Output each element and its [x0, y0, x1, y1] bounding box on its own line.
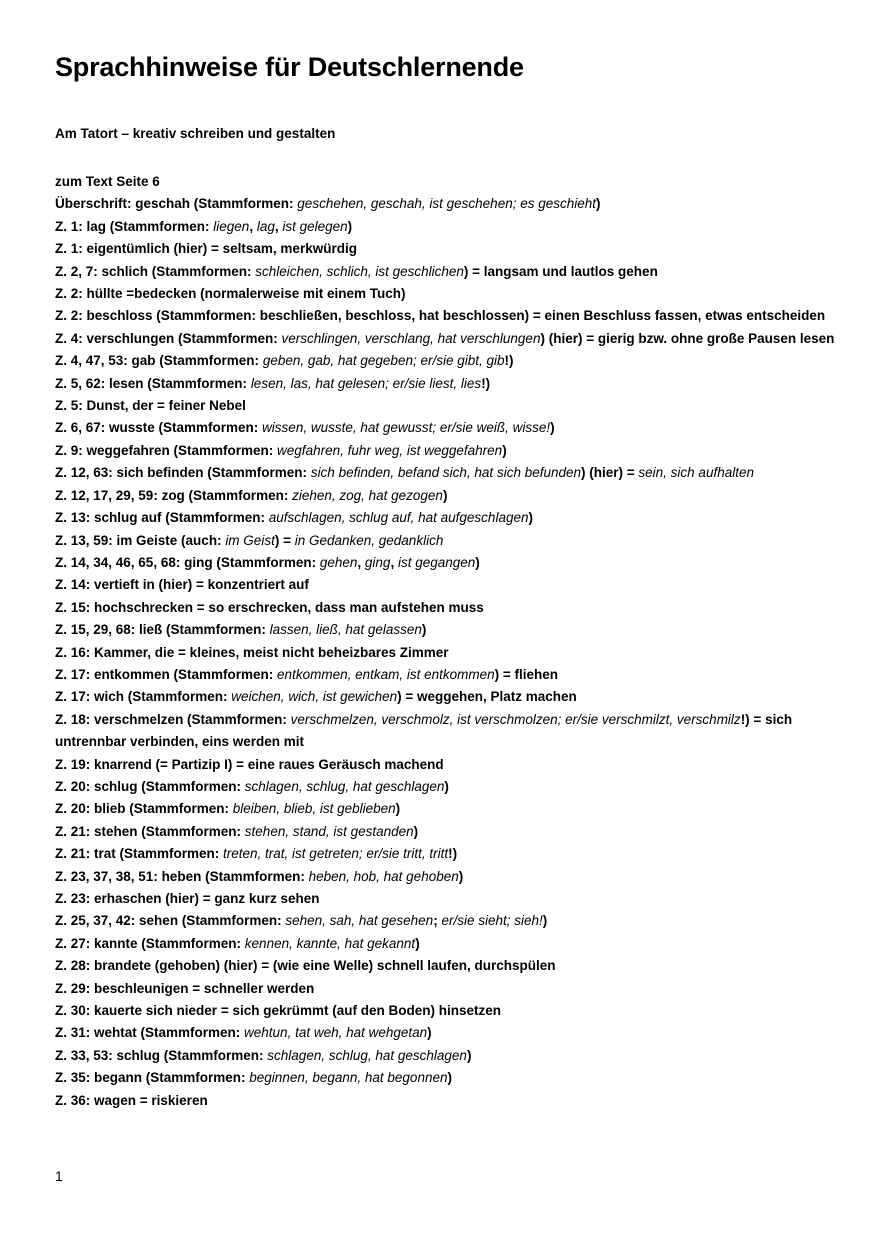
list-item — [55, 754, 855, 776]
list-item — [55, 597, 855, 619]
list-item — [55, 843, 855, 865]
bold-text: , — [357, 554, 365, 570]
list-item — [55, 910, 855, 932]
bold-text: Z. 2: beschloss (Stammformen: beschließen, beschloss, hat beschlossen) = einen Beschluss fassen, etwas entscheiden — [55, 308, 826, 324]
italic-text: geben, gab, hat gegeben; er/sie gibt, gib — [262, 353, 505, 369]
bold-text: Z. 12, 17, 29, 59: zog (Stammformen: — [55, 487, 293, 503]
list-item — [55, 866, 855, 888]
bold-text: ) — [466, 1047, 472, 1063]
italic-text: stehen, stand, ist gestanden — [244, 823, 414, 839]
bold-text: Z. 15: hochschrecken = so erschrecken, dass man aufstehen muss — [55, 599, 484, 615]
vocabulary-list — [55, 171, 855, 1112]
bold-text: ) — [415, 935, 420, 951]
italic-text: sich befinden, befand sich, hat sich befunden — [310, 465, 582, 481]
bold-text: Z. 9: weggefahren (Stammformen: — [55, 442, 278, 458]
list-item — [55, 978, 855, 1000]
bold-text: ; — [433, 913, 442, 929]
bold-text: Z. 1: eigentümlich (hier) = seltsam, merkwürdig — [55, 241, 357, 257]
list-item — [55, 642, 855, 664]
italic-text: schleichen, schlich, ist geschlichen — [255, 263, 464, 279]
section-heading: zum Text Seite 6 — [55, 174, 160, 189]
bold-text: Z. 15, 29, 68: ließ (Stammformen: — [55, 622, 270, 638]
bold-text: Z. 17: entkommen (Stammformen: — [55, 666, 278, 682]
list-item — [55, 619, 855, 641]
italic-text: beginnen, begann, hat begonnen — [249, 1070, 448, 1086]
italic-text: schlagen, schlug, hat geschlagen — [244, 778, 445, 794]
list-item — [55, 305, 855, 327]
list-item — [55, 574, 855, 596]
bold-text: Z. 2: hüllte =bedecken (normalerweise mit einem Tuch) — [55, 286, 406, 302]
list-item — [55, 238, 855, 260]
italic-text: weichen, wich, ist gewichen — [231, 689, 398, 705]
list-item — [55, 417, 855, 439]
italic-text: bleiben, blieb, ist geblieben — [232, 801, 396, 817]
bold-text: ) (hier) = — [581, 465, 639, 481]
italic-text: treten, trat, ist getreten; er/sie tritt, tritt — [223, 846, 449, 862]
bold-text: ) = langsam und lautlos gehen — [463, 263, 658, 279]
bold-text: Überschrift: geschah (Stammformen: — [55, 196, 298, 212]
list-item — [55, 664, 855, 686]
italic-text: aufschlagen, schlug auf, hat aufgeschlagen — [268, 510, 529, 526]
italic-text: wissen, wusste, hat gewusst; er/sie weiß, wisse! — [262, 420, 551, 436]
list-item — [55, 955, 855, 977]
list-item — [55, 485, 855, 507]
bold-text: ) — [550, 420, 555, 436]
bold-text: Z. 13, 59: im Geiste (auch: — [55, 532, 226, 548]
list-item — [55, 776, 855, 798]
bold-text: , — [390, 554, 398, 570]
italic-text: lag — [256, 218, 275, 234]
list-item — [55, 216, 855, 238]
list-item — [55, 1045, 855, 1067]
list-item — [55, 530, 855, 552]
bold-text: Z. 4, 47, 53: gab (Stammformen: — [55, 353, 263, 369]
italic-text: sein, sich aufhalten — [638, 465, 754, 481]
bold-text: ) — [528, 510, 533, 526]
bold-text: Z. 1: lag (Stammformen: — [55, 218, 214, 234]
bold-text: ) — [421, 622, 427, 638]
list-item — [55, 440, 855, 462]
italic-text: ziehen, zog, hat gezogen — [292, 487, 443, 503]
bold-text: ) — [542, 913, 548, 929]
italic-text: verschlingen, verschlang, hat verschlungen — [281, 330, 541, 346]
list-item — [55, 328, 855, 350]
bold-text: !) — [481, 375, 491, 391]
italic-text: gehen — [319, 554, 358, 570]
bold-text: Z. 6, 67: wusste (Stammformen: — [55, 420, 263, 436]
italic-text: ist gelegen — [282, 218, 348, 234]
italic-text: geschehen, geschah, ist geschehen; es geschieht — [297, 196, 597, 212]
italic-text: liegen — [213, 218, 250, 234]
list-item — [55, 821, 855, 843]
list-item — [55, 462, 855, 484]
bold-text: Z. 28: brandete (gehoben) (hier) = (wie eine Welle) schnell laufen, durchspülen — [55, 958, 556, 974]
bold-text: Z. 31: wehtat (Stammformen: — [55, 1025, 245, 1041]
bold-text: Z. 5: Dunst, der = feiner Nebel — [55, 398, 246, 414]
bold-text: ) = — [274, 532, 295, 548]
bold-text: ) — [444, 778, 449, 794]
bold-text: ) — [502, 442, 507, 458]
bold-text: !) — [504, 353, 514, 369]
list-item — [55, 261, 855, 283]
list-item — [55, 709, 855, 754]
bold-text: Z. 29: beschleunigen = schneller werden — [55, 980, 315, 996]
bold-text: Z. 27: kannte (Stammformen: — [55, 935, 245, 951]
bold-text: Z. 21: stehen (Stammformen: — [55, 823, 245, 839]
bold-text: ) (hier) = gierig bzw. ohne große Pausen lesen — [540, 330, 835, 346]
italic-text: lassen, ließ, hat gelassen — [269, 622, 422, 638]
bold-text: Z. 17: wich (Stammformen: — [55, 689, 232, 705]
italic-text: wehtun, tat weh, hat wehgetan — [244, 1025, 428, 1041]
bold-text: !) — [448, 846, 458, 862]
italic-text: schlagen, schlug, hat geschlagen — [267, 1047, 467, 1063]
list-item — [55, 1090, 855, 1112]
list-item — [55, 507, 855, 529]
italic-text: entkommen, entkam, ist entkommen — [277, 666, 495, 682]
bold-text: ) — [458, 868, 464, 884]
bold-text: Z. 14, 34, 46, 65, 68: ging (Stammformen: — [55, 554, 320, 570]
bold-text: Z. 20: blieb (Stammformen: — [55, 801, 233, 817]
bold-text: Z. 33, 53: schlug (Stammformen: — [55, 1047, 268, 1063]
bold-text: Z. 23: erhaschen (hier) = ganz kurz sehen — [55, 891, 320, 906]
italic-text: er/sie sieht; sieh! — [441, 913, 543, 929]
list-item — [55, 686, 855, 708]
bold-text: Z. 14: vertieft in (hier) = konzentriert auf — [55, 577, 309, 593]
bold-text: Z. 12, 63: sich befinden (Stammformen: — [55, 465, 311, 481]
bold-text: ) — [395, 801, 401, 817]
italic-text: lesen, las, hat gelesen; er/sie liest, lies — [250, 375, 482, 391]
page-title: Sprachhinweise für Deutschlernende — [55, 52, 524, 82]
bold-text: Z. 2, 7: schlich (Stammformen: — [55, 263, 256, 279]
list-item — [55, 283, 855, 305]
list-item — [55, 373, 855, 395]
bold-text: Z. 36: wagen = riskieren — [55, 1092, 208, 1108]
list-item — [55, 933, 855, 955]
bold-text: ) — [442, 487, 448, 503]
bold-text: Z. 30: kauerte sich nieder = sich gekrümmt (auf den Boden) hinsetzen — [55, 1003, 501, 1019]
bold-text: Z. 19: knarrend (= Partizip I) = eine raues Geräusch machend — [55, 756, 444, 772]
italic-text: in Gedanken, gedanklich — [294, 532, 444, 548]
bold-text: Z. 5, 62: lesen (Stammformen: — [55, 375, 251, 391]
italic-text: verschmelzen, verschmolz, ist verschmolzen; er/sie verschmilzt, verschmilz — [290, 711, 741, 727]
bold-text: ) — [447, 1070, 452, 1086]
list-item — [55, 1022, 855, 1044]
italic-text: ging — [364, 554, 391, 570]
italic-text: sehen, sah, hat gesehen — [285, 913, 434, 929]
page-number: 1 — [55, 1168, 63, 1184]
bold-text: Z. 18: verschmelzen (Stammformen: — [55, 711, 291, 727]
italic-text: wegfahren, fuhr weg, ist weggefahren — [277, 442, 503, 458]
bold-text: Z. 21: trat (Stammformen: — [55, 846, 224, 862]
bold-text: , — [274, 218, 283, 234]
list-item — [55, 798, 855, 820]
bold-text: ) = fliehen — [494, 666, 559, 682]
bold-text: Z. 25, 37, 42: sehen (Stammformen: — [55, 913, 286, 929]
bold-text: ) — [427, 1025, 432, 1041]
italic-text: im Geist — [225, 532, 275, 548]
list-item — [55, 395, 855, 417]
subtitle: Am Tatort – kreativ schreiben und gestalten — [55, 126, 336, 141]
bold-text: ) = weggehen, Platz machen — [397, 689, 577, 705]
bold-text: !) = sich untrennbar verbinden, eins werden mit — [55, 711, 793, 750]
list-item — [55, 552, 855, 574]
bold-text: Z. 23, 37, 38, 51: heben (Stammformen: — [55, 868, 309, 884]
list-item — [55, 350, 855, 372]
bold-text: ) — [596, 196, 601, 212]
bold-text: Z. 20: schlug (Stammformen: — [55, 778, 245, 794]
bold-text: ) — [413, 823, 419, 839]
bold-text: ) — [475, 554, 480, 570]
bold-text: Z. 35: begann (Stammformen: — [55, 1070, 250, 1086]
italic-text: ist gegangen — [397, 554, 476, 570]
bold-text: Z. 4: verschlungen (Stammformen: — [55, 330, 282, 346]
list-item — [55, 1000, 855, 1022]
bold-text: , — [249, 218, 257, 234]
list-item — [55, 888, 855, 910]
list-item — [55, 1067, 855, 1089]
bold-text: Z. 16: Kammer, die = kleines, meist nicht beheizbares Zimmer — [55, 644, 449, 660]
italic-text: heben, hob, hat gehoben — [308, 868, 459, 884]
list-item — [55, 193, 855, 215]
bold-text: Z. 13: schlug auf (Stammformen: — [55, 510, 269, 526]
bold-text: ) — [347, 218, 353, 234]
italic-text: kennen, kannte, hat gekannt — [244, 935, 416, 951]
